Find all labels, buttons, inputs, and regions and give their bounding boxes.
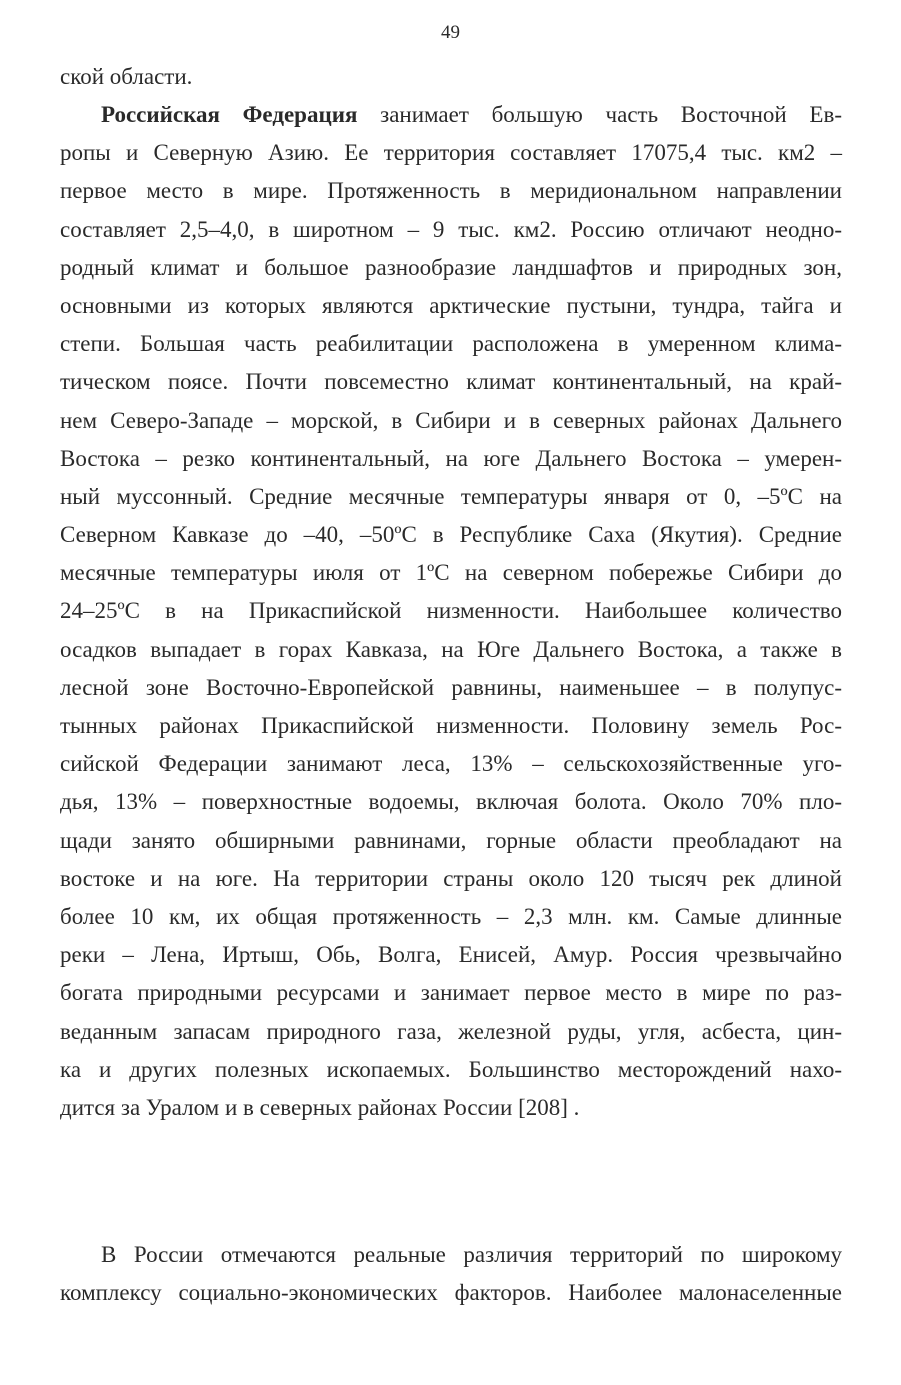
- text-line: щади занято обширными равнинами, горные области преобладают на: [60, 827, 842, 853]
- text-line: лесной зоне Восточно-Европейской равнины, наименьшее – в полупус-: [60, 674, 842, 700]
- text-line: дится за Уралом и в северных районах России [208] .: [60, 1094, 580, 1120]
- bold-lead-term: Российская Федерация: [101, 102, 358, 127]
- text-line: ской области.: [60, 64, 193, 89]
- text-line: реки – Лена, Иртыш, Обь, Волга, Енисей, Амур. Россия чрезвычайно: [60, 942, 842, 968]
- text-line: сийской Федерации занимают леса, 13% – сельскохозяйственные уго-: [60, 751, 842, 777]
- text-line: веданным запасам природного газа, железной руды, угля, асбеста, цин-: [60, 1018, 842, 1044]
- continuation-text: [60, 58, 842, 96]
- text-line: нем Северо-Западе – морской, в Сибири и в северных районах Дальнего: [60, 407, 842, 433]
- paragraph-first-line: [60, 96, 842, 134]
- text-line: месячные температуры июля от 1ºС на северном побережье Сибири до: [60, 560, 842, 586]
- text-line: ропы и Северную Азию. Ее территория составляет 17075,4 тыс. км2 –: [60, 140, 842, 166]
- text-line: В России отмечаются реальные различия территорий по широкому: [101, 1242, 842, 1267]
- text-line: ный муссонный. Средние месячные температуры января от 0, –5ºС на: [60, 483, 842, 509]
- text-line: тическом поясе. Почти повсеместно климат континентальный, на край-: [60, 369, 842, 395]
- text-line: более 10 км, их общая протяженность – 2,3 млн. км. Самые длинные: [60, 903, 842, 929]
- text-line: тынных районах Прикаспийской низменности. Половину земель Рос-: [60, 713, 842, 738]
- text-line: Востока – резко континентальный, на юге Дальнего Востока – умерен-: [60, 445, 842, 471]
- text-line: степи. Большая часть реабилитации расположена в умеренном клима-: [60, 331, 842, 357]
- text-line: 24–25ºС в на Прикаспийской низменности. Наибольшее количество: [60, 598, 842, 624]
- paragraph-regional-differences: [60, 1236, 842, 1312]
- page-number: 49: [441, 22, 460, 43]
- text-line: востоке и на юге. На территории страны около 120 тысяч рек длиной: [60, 865, 842, 891]
- text-line: родный климат и большое разнообразие ландшафтов и природных зон,: [60, 254, 842, 280]
- text-line: Северном Кавказе до –40, –50ºС в Республике Саха (Якутия). Средние: [60, 522, 842, 548]
- text-line: ка и других полезных ископаемых. Большинство месторождений нахо-: [60, 1056, 842, 1082]
- first-line-rest: занимает большую часть Восточной Ев-: [357, 102, 842, 127]
- text-line: составляет 2,5–4,0, в широтном – 9 тыс. км2. Россию отличают неодно-: [60, 216, 842, 242]
- text-line: дья, 13% – поверхностные водоемы, включая болота. Около 70% пло-: [60, 789, 842, 815]
- text-line: основными из которых являются арктические пустыни, тундра, тайга и: [60, 292, 842, 318]
- paragraph-russian-federation: [60, 96, 842, 1127]
- text-line: комплексу социально-экономических факторов. Наиболее малонаселенные: [60, 1280, 842, 1306]
- text-line: богата природными ресурсами и занимает первое место в мире по раз-: [60, 980, 842, 1006]
- text-line: осадков выпадает в горах Кавказа, на Юге Дальнего Востока, а также в: [60, 636, 842, 662]
- text-line: первое место в мире. Протяженность в меридиональном направлении: [60, 178, 842, 204]
